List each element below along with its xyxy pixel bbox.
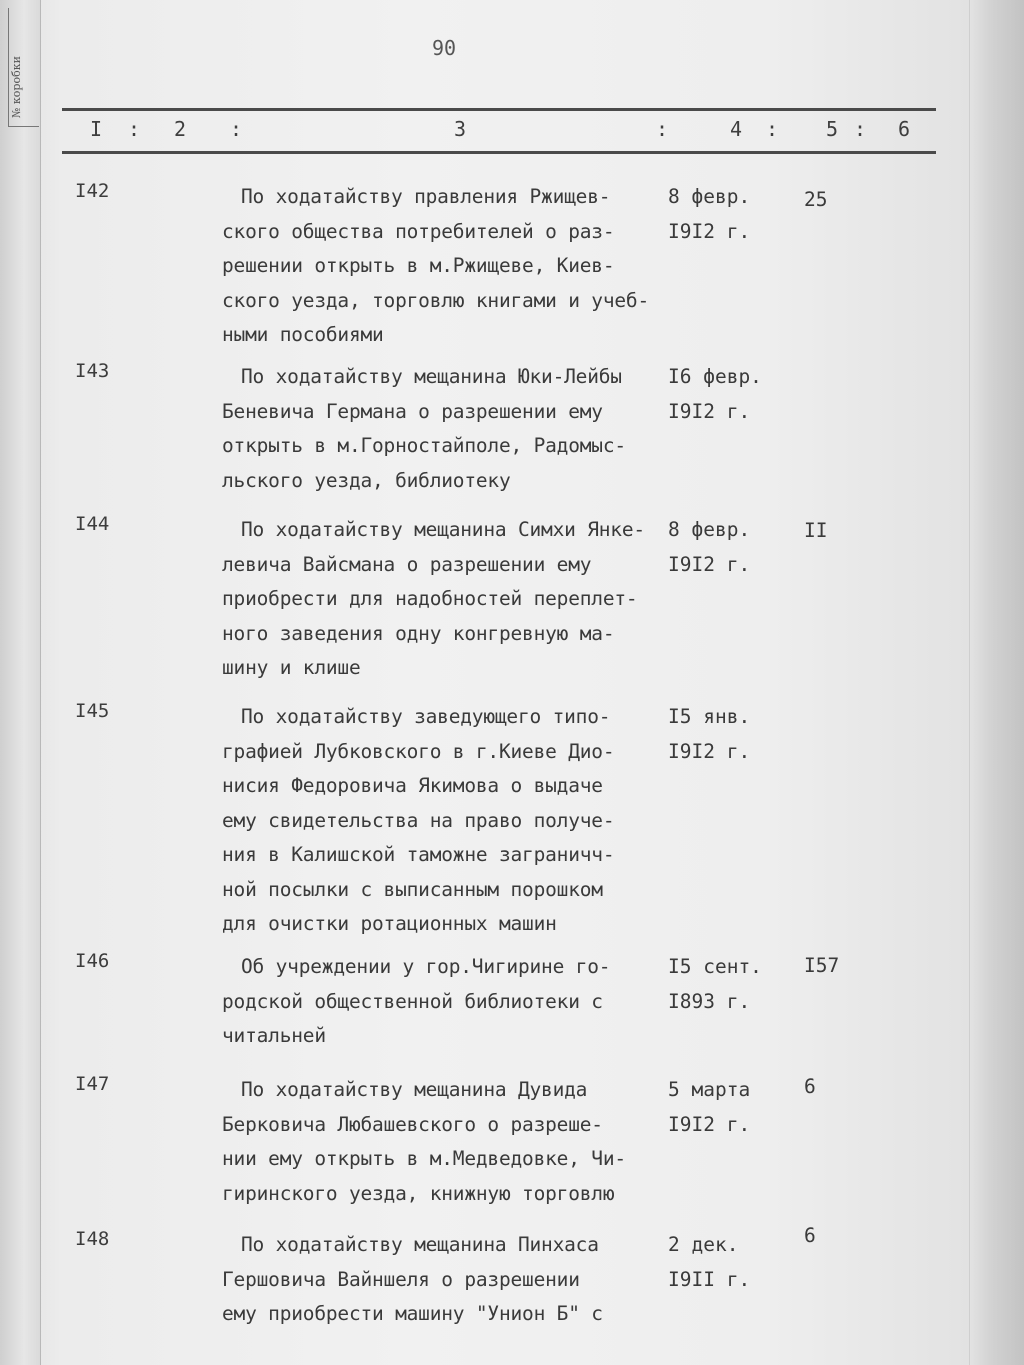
entry-text <box>222 1073 672 1211</box>
entry-line: По ходатайству мещанина Дувида <box>241 1078 588 1101</box>
entry-line: Беневича Германа о разрешении ему <box>222 399 603 423</box>
date-line: I9I2 г. <box>668 552 751 576</box>
entry-line: приобрести для надобностей переплет- <box>222 587 638 610</box>
column-separator: : <box>128 117 141 141</box>
entry-number: I47 <box>75 1073 110 1095</box>
entry-number: I43 <box>75 360 110 382</box>
entry-line: родской общественной библиотеки с <box>222 989 603 1013</box>
page-edge-shadow <box>969 0 1024 1365</box>
column-header-1: I <box>90 117 103 141</box>
entry-number: I48 <box>75 1228 110 1250</box>
column-separator: : <box>854 117 867 141</box>
entry-line: ного заведения одну конгревную ма- <box>222 621 615 645</box>
entry-line: читальней <box>222 1024 326 1047</box>
entry-line: Гершовича Вайншеля о разрешении <box>222 1267 580 1291</box>
entry-date <box>668 700 778 769</box>
entry-line: нисия Федоровича Якимова о выдаче <box>222 774 603 797</box>
entry-line: ского общества потребителей о раз- <box>222 219 615 243</box>
entry-text <box>222 360 672 498</box>
entry-line: левича Вайсмана о разрешении ему <box>222 552 592 576</box>
date-line: 8 февр. <box>668 518 751 541</box>
entry-number: I45 <box>75 700 110 722</box>
entry-line: гиринского уезда, книжную торговлю <box>222 1181 615 1205</box>
entry-line: решении открыть в м.Ржищеве, Киев- <box>222 254 615 277</box>
date-line: 8 февр. <box>668 185 751 208</box>
entry-date <box>668 1228 778 1297</box>
entry-date <box>668 513 778 582</box>
entry-line: ского уезда, торговлю книгами и учеб- <box>222 288 649 312</box>
entry-date <box>668 950 778 1019</box>
entry-line: для очистки ротационных машин <box>222 912 557 935</box>
entry-line: ными пособиями <box>222 323 384 346</box>
entry-line: По ходатайству заведующего типо- <box>241 705 611 728</box>
entry-line: льского уезда, библиотеку <box>222 468 511 492</box>
entry-line: По ходатайству правления Ржищев- <box>241 185 611 208</box>
entry-date <box>668 1073 778 1142</box>
column-separator: : <box>766 117 779 141</box>
entry-date <box>668 360 778 429</box>
entry-line: По ходатайству мещанина Юки-Лейбы <box>241 365 622 388</box>
entry-line: графией Лубковского в г.Киеве Дио- <box>222 739 615 763</box>
entry-text <box>222 700 672 942</box>
spine-label: № коробки <box>10 56 23 118</box>
entry-count: II <box>804 519 828 542</box>
column-separator: : <box>230 117 243 141</box>
entry-line: ной посылки с выписанным порошком <box>222 877 603 901</box>
entry-number: I42 <box>75 180 110 202</box>
entry-number: I44 <box>75 513 110 535</box>
date-line: 5 марта <box>668 1078 751 1101</box>
date-line: 2 дек. <box>668 1233 739 1256</box>
entry-line: По ходатайству мещанина Симхи Янке- <box>241 518 645 541</box>
entry-count: I57 <box>804 954 840 977</box>
column-header-4: 4 <box>730 117 743 141</box>
date-line: I9II г. <box>668 1267 751 1291</box>
entry-line: ему свидетельства на право получе- <box>222 808 615 832</box>
column-header-2: 2 <box>174 117 187 141</box>
date-line: I5 янв. <box>668 705 751 728</box>
binding-spine <box>0 0 41 1365</box>
header-rule-bottom <box>62 151 936 154</box>
entry-number: I46 <box>75 950 110 972</box>
date-line: I893 г. <box>668 989 751 1013</box>
column-header-6: 6 <box>898 117 911 141</box>
date-line: I5 сент. <box>668 955 762 978</box>
entry-line: ему приобрести машину "Унион Б" с <box>222 1302 603 1325</box>
entry-line: шину и клише <box>222 656 361 679</box>
entry-line: открыть в м.Горностайполе, Радомыс- <box>222 434 626 457</box>
entry-line: Об учреждении у гор.Чигирине го- <box>241 955 611 978</box>
column-header-5: 5 <box>826 117 839 141</box>
date-line: I9I2 г. <box>668 1112 751 1136</box>
entry-line: По ходатайству мещанина Пинхаса <box>241 1233 599 1256</box>
entry-line: Берковича Любашевского о разреше- <box>222 1112 603 1136</box>
page-number: 90 <box>432 36 457 60</box>
entry-count: 25 <box>804 188 828 211</box>
date-line: I9I2 г. <box>668 219 751 243</box>
entry-date <box>668 180 778 249</box>
header-rule-top <box>62 108 936 111</box>
column-header-3: 3 <box>454 117 467 141</box>
entry-text <box>222 180 672 353</box>
entry-text <box>222 1228 672 1332</box>
entry-count: 6 <box>804 1224 816 1247</box>
column-separator: : <box>656 117 669 141</box>
date-line: I9I2 г. <box>668 399 751 423</box>
entry-text <box>222 513 672 686</box>
date-line: I9I2 г. <box>668 739 751 763</box>
entry-line: ния в Калишской таможне заграничч- <box>222 843 615 866</box>
entry-count: 6 <box>804 1075 816 1098</box>
entry-text <box>222 950 672 1054</box>
date-line: I6 февр. <box>668 365 762 388</box>
entry-line: нии ему открыть в м.Медведовке, Чи- <box>222 1147 626 1170</box>
